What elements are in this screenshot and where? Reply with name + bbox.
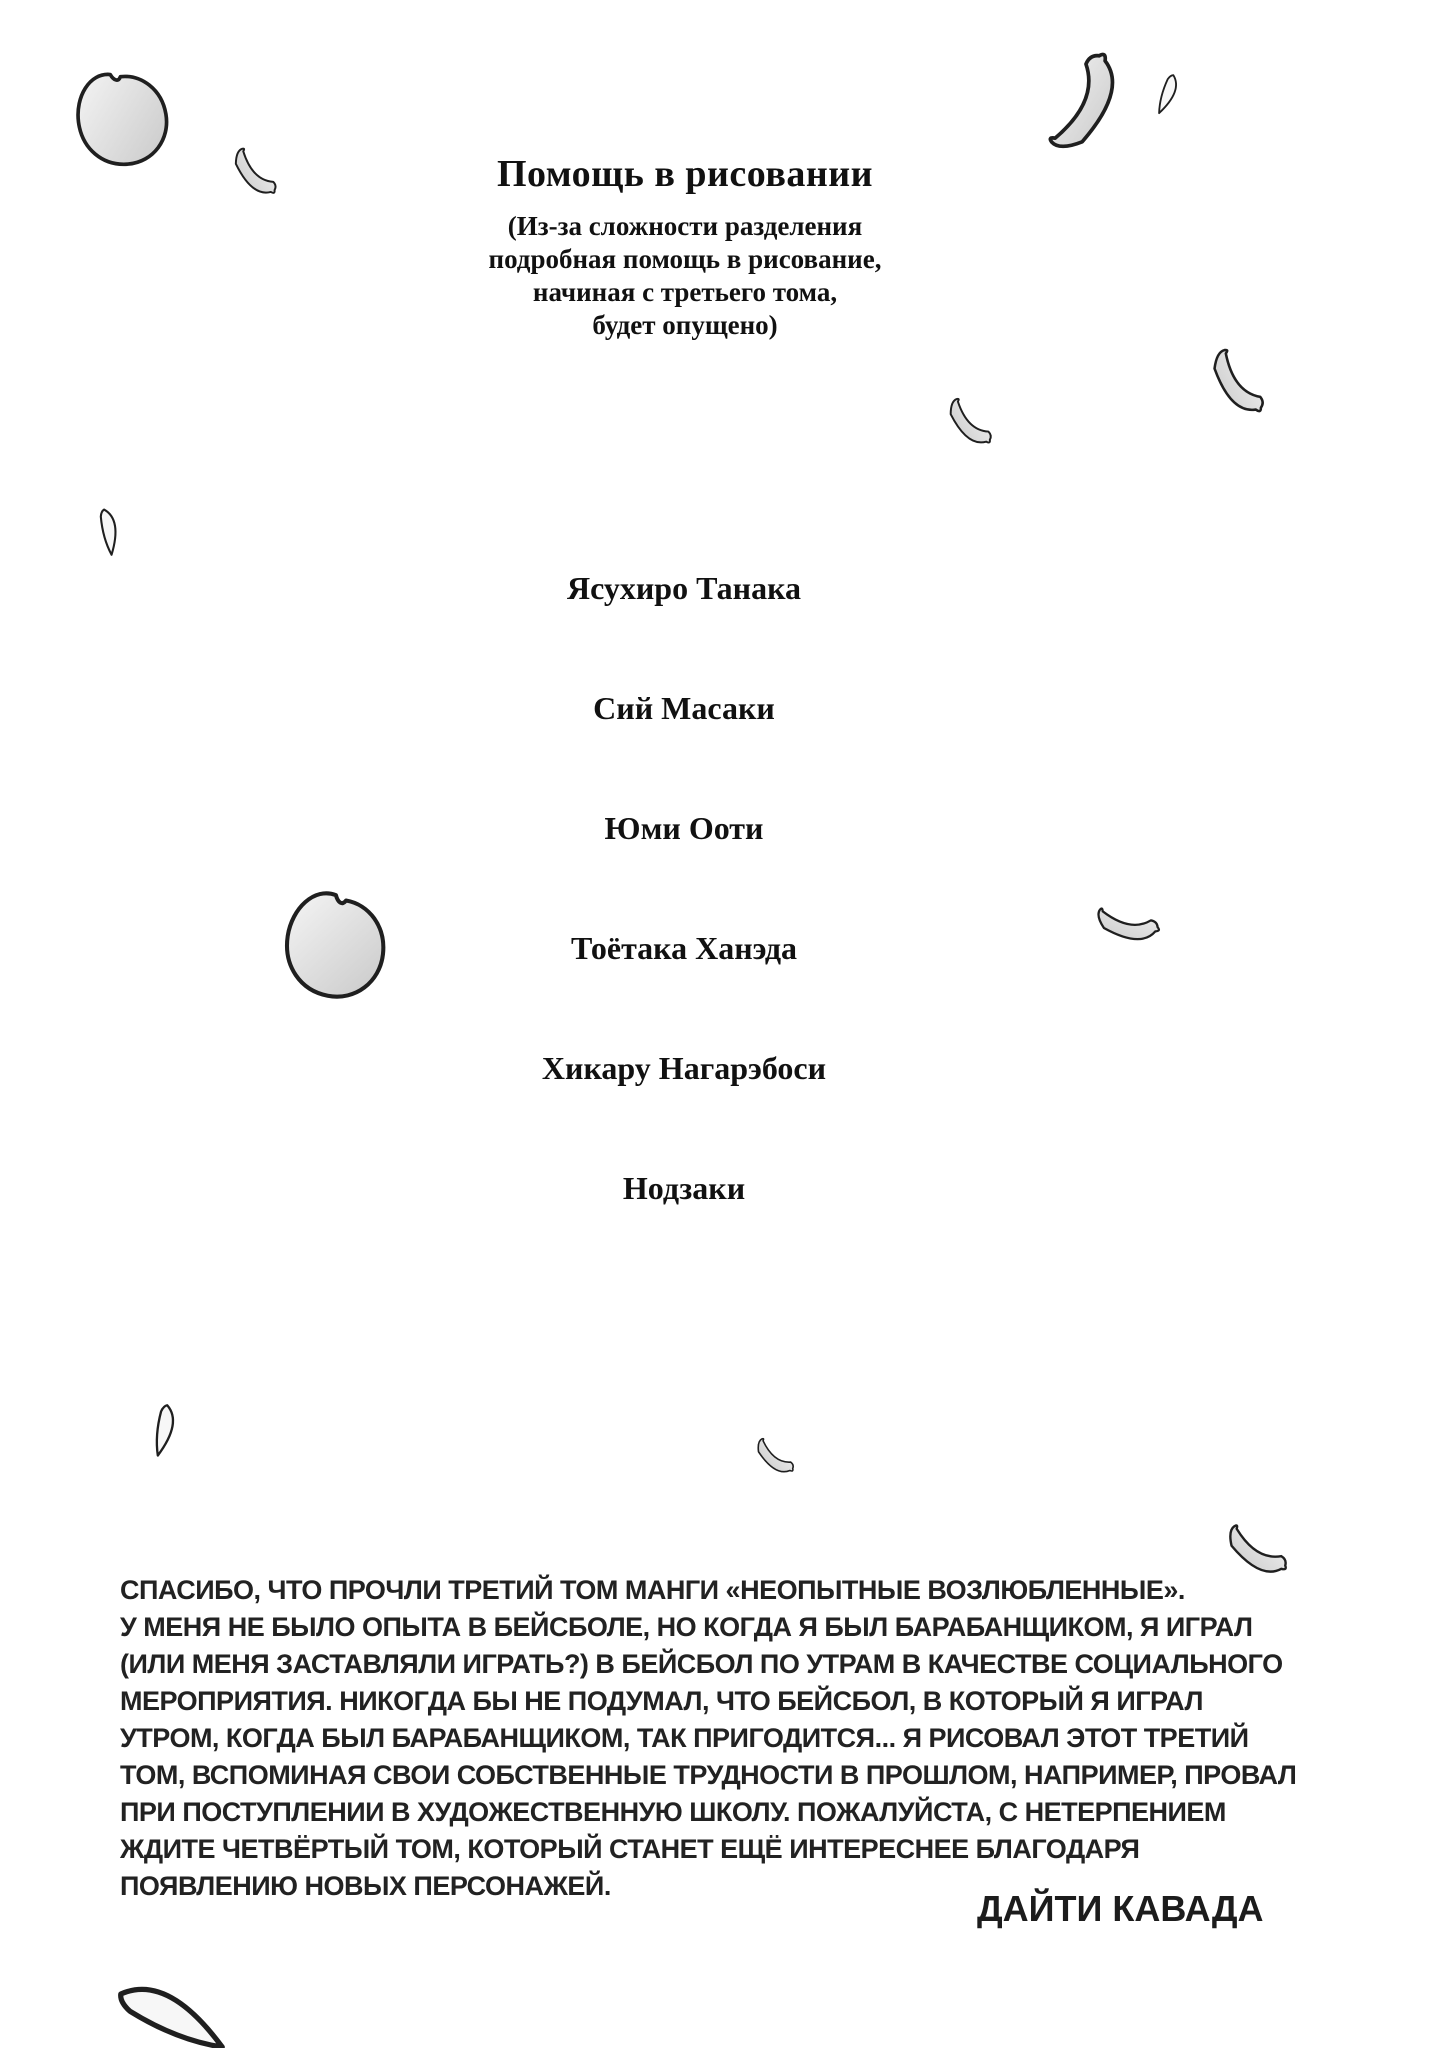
subtitle-line: начиная с третьего тома, <box>532 277 838 307</box>
credit-name: Ясухиро Танака <box>566 570 802 606</box>
afterword-line: ПРИ ПОСТУПЛЕНИИ В ХУДОЖЕСТВЕННУЮ ШКОЛУ. ПОЖАЛУЙСТА, С НЕТЕРПЕНИЕМ <box>120 1797 1226 1827</box>
credit-name: Тоётака Ханэда <box>570 930 798 966</box>
petal-icon <box>89 1907 275 2048</box>
afterword-line: УТРОМ, КОГДА БЫЛ БАРАБАНЩИКОМ, ТАК ПРИГОДИТСЯ... Я РИСОВАЛ ЭТОТ ТРЕТИЙ <box>120 1723 1249 1753</box>
petal-icon <box>1144 60 1207 133</box>
petal-icon <box>1191 336 1284 429</box>
petal-icon <box>1034 43 1134 161</box>
afterword-line: МЕРОПРИЯТИЯ. НИКОГДА БЫ НЕ ПОДУМАЛ, ЧТО БЕЙСБОЛ, В КОТОРЫЙ Я ИГРАЛ <box>120 1686 1203 1716</box>
afterword-line: ПОЯВЛЕНИЮ НОВЫХ ПЕРСОНАЖЕЙ. <box>120 1871 611 1901</box>
subtitle-line: подробная помощь в рисование, <box>488 244 882 274</box>
credit-name: Хикару Нагарэбоси <box>541 1050 827 1086</box>
petal-icon <box>743 1432 807 1482</box>
petal-icon <box>85 491 150 568</box>
credit-name: Нодзаки <box>622 1170 746 1206</box>
afterword-line: (ИЛИ МЕНЯ ЗАСТАВЛЯЛИ ИГРАТЬ?) В БЕЙСБОЛ ПО УТРАМ В КАЧЕСТВЕ СОЦИАЛЬНОГО <box>120 1649 1283 1679</box>
petal-icon <box>927 391 1014 456</box>
page-title: Помощь в рисовании <box>496 153 874 195</box>
afterword-line: ТОМ, ВСПОМИНАЯ СВОИ СОБСТВЕННЫЕ ТРУДНОСТИ В ПРОШЛОМ, НАПРИМЕР, ПРОВАЛ <box>120 1760 1297 1790</box>
credit-name: Сий Масаки <box>593 690 775 726</box>
page-subtitle <box>0 210 1370 342</box>
afterword-text <box>120 1572 1310 1905</box>
subtitle-line: (Из-за сложности разделения <box>507 211 863 241</box>
afterword-line: ЖДИТЕ ЧЕТВЁРТЫЙ ТОМ, КОТОРЫЙ СТАНЕТ ЕЩЁ ИНТЕРЕСНЕЕ БЛАГОДАРЯ <box>120 1834 1140 1864</box>
afterword-line: У МЕНЯ НЕ БЫЛО ОПЫТА В БЕЙСБОЛЕ, НО КОГДА Я БЫЛ БАРАБАНЩИКОМ, Я ИГРАЛ <box>120 1612 1253 1642</box>
credit-name: Юми Ооти <box>604 810 764 846</box>
author-signature: ДАЙТИ КАВАДА <box>977 1888 1264 1929</box>
subtitle-line: будет опущено) <box>592 310 778 340</box>
afterword-line: СПАСИБО, ЧТО ПРОЧЛИ ТРЕТИЙ ТОМ МАНГИ «НЕОПЫТНЫЕ ВОЗЛЮБЛЕННЫЕ». <box>120 1575 1185 1605</box>
header-block <box>0 152 1370 342</box>
petal-icon <box>140 1389 208 1474</box>
